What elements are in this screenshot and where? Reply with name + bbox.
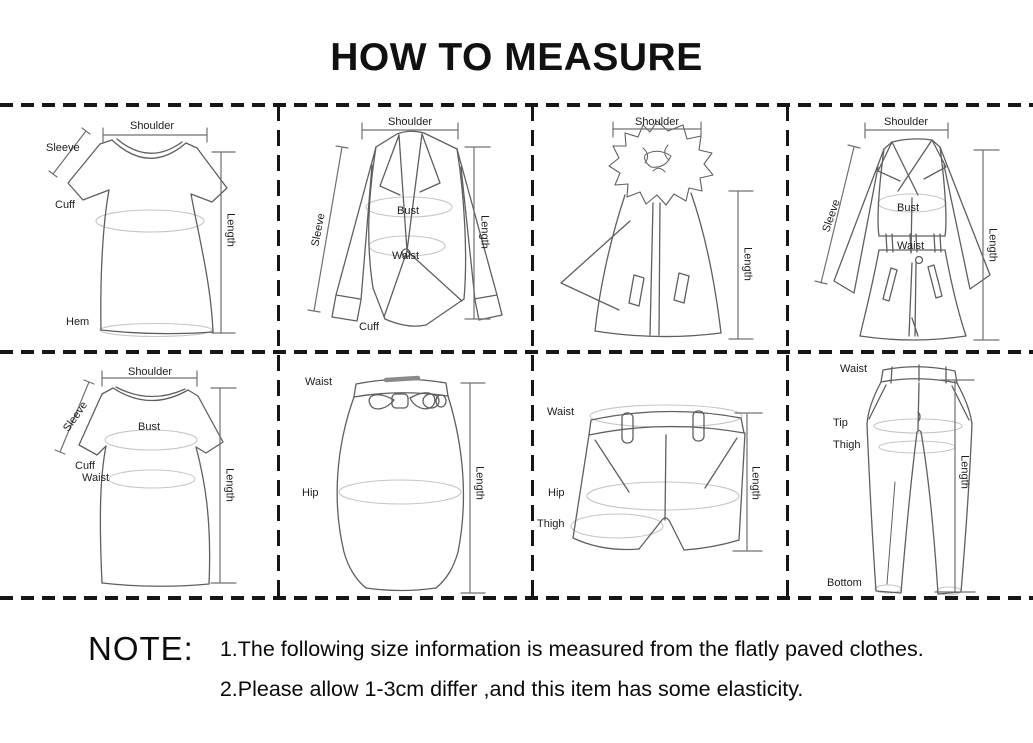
note-line-1: 1.The following size information is measured from the flatly paved clothes. <box>219 637 924 661</box>
label-cuff: Cuff <box>359 321 379 333</box>
label-length: Length <box>741 247 754 281</box>
note-section <box>88 630 924 702</box>
pants-sketch <box>788 352 1033 600</box>
label-waist: Waist <box>547 406 575 418</box>
label-waist: Waist <box>305 376 333 388</box>
label-length: Length <box>958 455 971 489</box>
label-length: Length <box>224 213 237 247</box>
label-thigh: Thigh <box>833 439 861 451</box>
grid-border-middle <box>0 350 1033 354</box>
grid-divider-3 <box>786 105 789 600</box>
label-shoulder: Shoulder <box>883 116 929 128</box>
label-hip: Hip <box>302 487 319 499</box>
panel-trench-coat <box>788 103 1033 352</box>
label-sleeve: Sleeve <box>46 142 80 154</box>
panel-blazer <box>278 103 533 352</box>
panel-fur-collar-coat <box>533 103 788 352</box>
skirt-sketch <box>278 352 533 600</box>
label-length: Length <box>223 468 236 502</box>
label-cuff: Cuff <box>75 460 95 472</box>
label-sleeve: Sleeve <box>61 399 91 434</box>
panel-shorts <box>533 352 788 600</box>
label-length: Length <box>749 466 762 500</box>
note-lines <box>220 630 924 702</box>
grid-border-top <box>0 103 1033 107</box>
label-bust: Bust <box>397 205 420 217</box>
label-bust: Bust <box>897 202 920 214</box>
note-line-2: 2.Please allow 1-3cm differ ,and this item has some elasticity. <box>219 677 804 701</box>
label-waist: Waist <box>392 250 420 262</box>
label-hip: Hip <box>548 487 565 499</box>
page-title: HOW TO MEASURE <box>330 36 703 79</box>
label-shoulder: Shoulder <box>634 116 680 128</box>
label-shoulder: Shoulder <box>387 116 433 128</box>
label-length: Length <box>986 228 999 262</box>
fur-collar-coat-sketch <box>533 103 788 352</box>
label-waist: Waist <box>840 363 868 375</box>
panel-dress <box>0 352 278 600</box>
label-length: Length <box>473 466 486 500</box>
label-shoulder: Shoulder <box>129 120 175 132</box>
label-shoulder: Shoulder <box>127 366 173 378</box>
dress-sketch <box>0 352 278 600</box>
grid-border-bottom <box>0 596 1033 600</box>
grid-divider-2 <box>531 105 534 600</box>
grid-divider-1 <box>277 105 280 600</box>
label-bottom: Bottom <box>827 577 862 589</box>
label-sleeve: Sleeve <box>309 212 328 248</box>
label-length: Length <box>478 215 491 249</box>
note-heading: NOTE: <box>88 630 194 667</box>
label-tip: Tip <box>833 417 848 429</box>
label-thigh: Thigh <box>537 518 565 530</box>
label-waist: Waist <box>82 472 110 484</box>
panel-t-shirt <box>0 103 278 352</box>
label-hem: Hem <box>66 316 90 328</box>
label-bust: Bust <box>138 421 161 433</box>
label-sleeve: Sleeve <box>820 197 843 234</box>
panel-pants <box>788 352 1033 600</box>
label-waist: Waist <box>897 240 925 252</box>
panel-skirt <box>278 352 533 600</box>
label-cuff: Cuff <box>55 199 75 211</box>
measurement-grid <box>0 103 1033 600</box>
